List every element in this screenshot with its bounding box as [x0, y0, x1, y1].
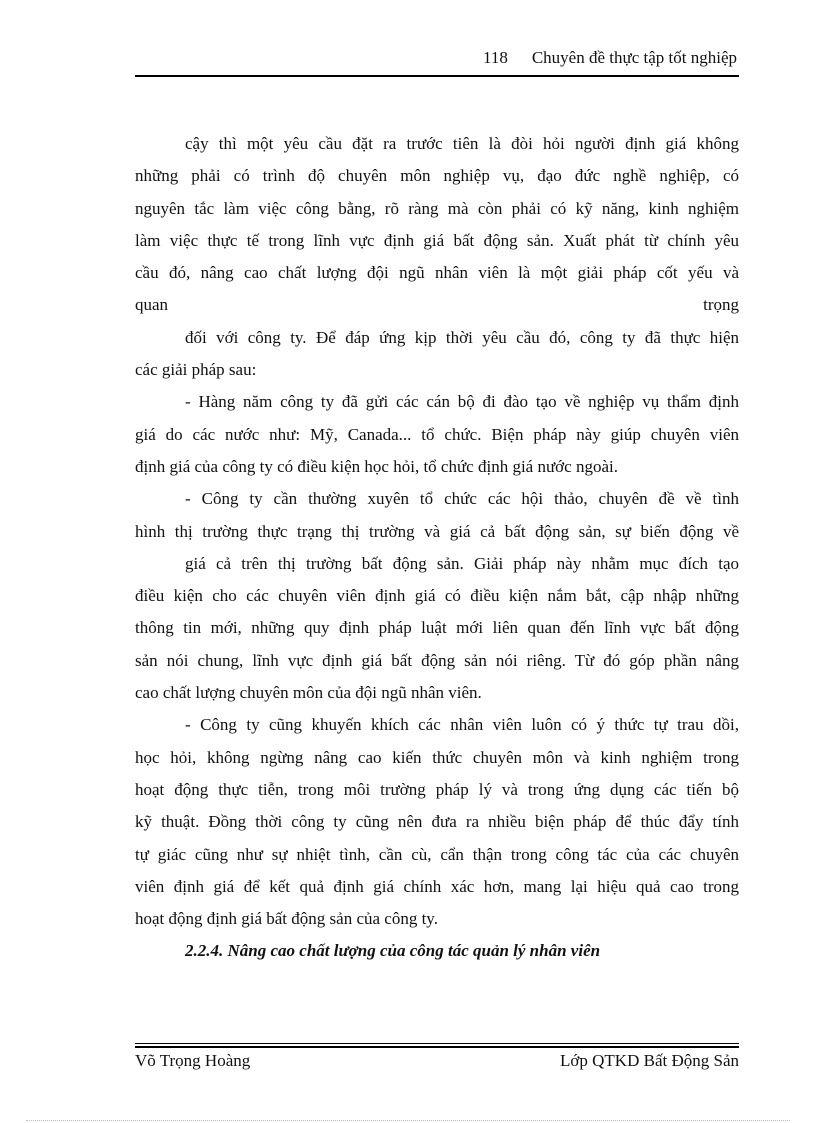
text-line: viên định giá để kết quả định giá chính xác hơn, mang lại hiệu quả cao trong	[135, 876, 739, 896]
text-line: nguyên tắc làm việc công bằng, rõ ràng mà còn phải có kỹ năng, kinh nghiệm	[135, 198, 739, 218]
header-rule	[135, 75, 739, 77]
page-edge-dotted-line	[26, 1120, 790, 1121]
footer-rule	[135, 1043, 739, 1044]
footer-class: Lớp QTKD Bất Động Sản	[560, 1051, 739, 1070]
header-text	[483, 48, 737, 68]
text-line: giá cả trên thị trường bất động sản. Giải pháp này nhằm mục đích tạo	[185, 553, 739, 573]
text-line: làm việc thực tế trong lĩnh vực định giá bất động sản. Xuất phát từ chính yêu	[135, 230, 739, 250]
text-line: tự giác cũng như sự nhiệt tình, cần cù, cẩn thận trong công tác của các chuyên	[135, 844, 739, 864]
footer-rule	[135, 1046, 739, 1048]
text-line: đối với công ty. Để đáp ứng kịp thời yêu cầu đó, công ty đã thực hiện	[185, 327, 739, 347]
text-line: các giải pháp sau:	[135, 360, 257, 380]
document-title: Chuyên đề thực tập tốt nghiệp	[531, 48, 737, 67]
text-line: những phải có trình độ chuyên môn nghiệp vụ, đạo đức nghề nghiệp, có	[135, 166, 739, 186]
page-number: 118	[482, 48, 508, 67]
text-line: cầu đó, nâng cao chất lượng đội ngũ nhân viên là một giải pháp cốt yếu và	[135, 263, 739, 283]
text-line: giá do các nước như: Mỹ, Canada... tổ chức. Biện pháp này giúp chuyên viên	[135, 424, 739, 444]
text-line: - Công ty cũng khuyến khích các nhân viên luôn có ý thức tự trau dồi,	[185, 715, 739, 735]
text-line: điều kiện cho các chuyên viên định giá có điều kiện nắm bắt, cập nhập những	[135, 586, 739, 606]
text-line: hoạt động định giá bất động sản của công ty.	[135, 909, 438, 929]
section-heading: 2.2.4. Nâng cao chất lượng của công tác quản lý nhân viên	[185, 941, 601, 961]
text-line: sản nói chung, lĩnh vực định giá bất động sản nói riêng. Từ đó góp phần nâng	[135, 650, 739, 670]
text-line: - Hàng năm công ty đã gửi các cán bộ đi đào tạo về nghiệp vụ thẩm định	[185, 392, 739, 412]
text-line: hoạt động thực tiễn, trong môi trường pháp lý và trong ứng dụng các tiến bộ	[135, 779, 739, 799]
text-line: cao chất lượng chuyên môn của đội ngũ nhân viên.	[135, 683, 482, 703]
text-line: định giá của công ty có điều kiện học hỏi, tổ chức định giá nước ngoài.	[135, 456, 618, 476]
page-header	[135, 48, 739, 76]
text-line: kỹ thuật. Đồng thời công ty cũng nên đưa ra nhiều biện pháp để thúc đẩy tính	[135, 812, 739, 832]
text-line: - Công ty cần thường xuyên tổ chức các hội thảo, chuyên đề về tình	[185, 489, 739, 509]
document-body	[135, 128, 739, 968]
text-line: quan trọng	[135, 295, 739, 315]
text-line: thông tin mới, những quy định pháp luật mới liên quan đến lĩnh vực bất động	[135, 618, 739, 638]
text-line: hình thị trường thực trạng thị trường và giá cả bất động sản, sự biến động về	[135, 521, 739, 541]
text-line: học hỏi, không ngừng nâng cao kiến thức chuyên môn và kinh nghiệm trong	[135, 747, 739, 767]
text-line: cậy thì một yêu cầu đặt ra trước tiên là đòi hỏi người định giá không	[185, 134, 739, 153]
footer-author: Võ Trọng Hoàng	[135, 1051, 251, 1070]
